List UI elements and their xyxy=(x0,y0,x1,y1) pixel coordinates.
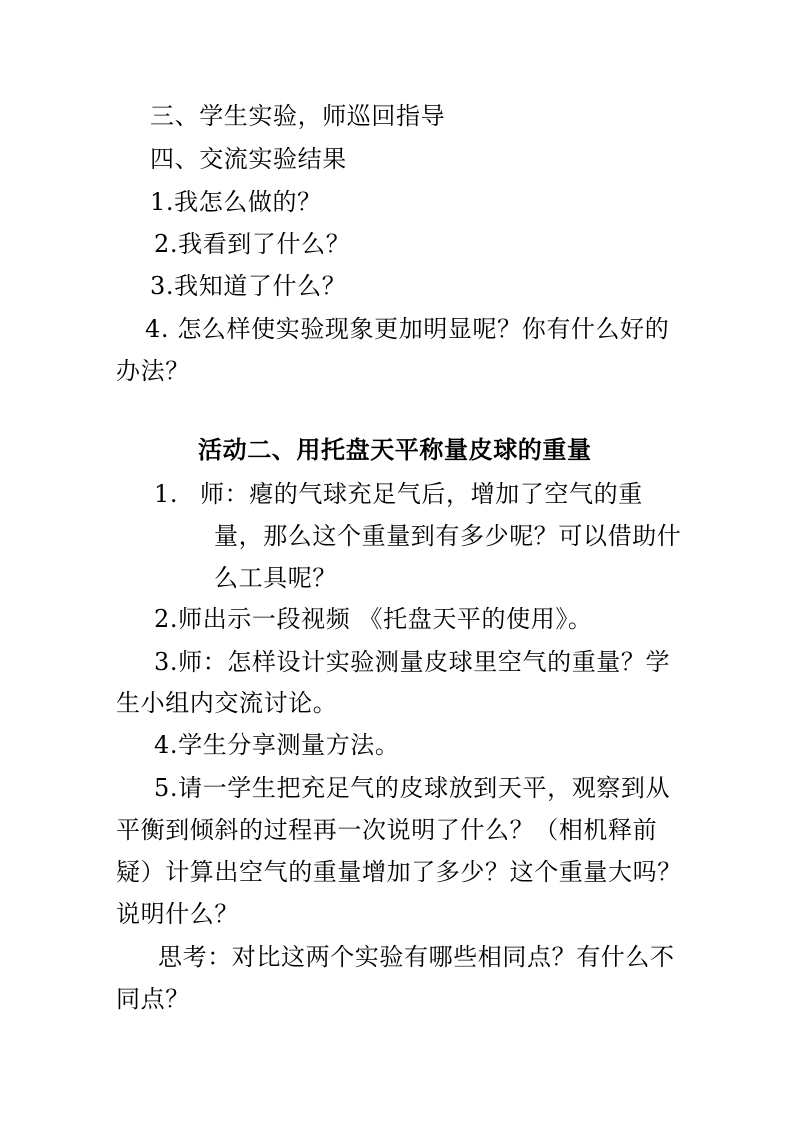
item-1-number: 1. xyxy=(154,480,179,508)
section-four-heading: 四、交流实验结果 xyxy=(150,145,347,173)
item-5-line-2: 平衡到倾斜的过程再一次说明了什么？（相机释前 xyxy=(116,816,658,844)
item-4: 4.学生分享测量方法。 xyxy=(154,731,400,759)
item-5-line-4: 说明什么？ xyxy=(116,900,239,928)
section-three-heading: 三、学生实验，师巡回指导 xyxy=(150,102,446,130)
question-4-line-1: 4. 怎么样使实验现象更加明显呢？你有什么好的 xyxy=(145,315,670,343)
reflection-line-2: 同点？ xyxy=(116,985,190,1013)
item-1-line-1: 师：瘪的气球充足气后，增加了空气的重 xyxy=(200,480,643,508)
item-2: 2.师出示一段视频 《托盘天平的使用》。 xyxy=(154,605,593,633)
item-5-line-1: 5.请一学生把充足气的皮球放到天平，观察到从 xyxy=(154,774,671,802)
item-1-line-2: 量，那么这个重量到有多少呢？可以借助什 xyxy=(214,522,682,550)
item-3-line-1: 3.师：怎样设计实验测量皮球里空气的重量？学 xyxy=(154,648,671,676)
item-1-line-3: 么工具呢？ xyxy=(214,564,337,592)
question-1: 1.我怎么做的？ xyxy=(150,188,322,216)
activity-two-title: 活动二、用托盘天平称量皮球的重量 xyxy=(198,435,592,464)
item-3-line-2: 生小组内交流讨论。 xyxy=(116,689,338,717)
question-3: 3.我知道了什么？ xyxy=(150,272,347,300)
question-4-line-2: 办法？ xyxy=(116,357,190,385)
reflection-line-1: 思考：对比这两个实验有哪些相同点？有什么不 xyxy=(158,943,675,971)
question-2: 2.我看到了什么？ xyxy=(154,230,351,258)
item-5-line-3: 疑）计算出空气的重量增加了多少？这个重量大吗？ xyxy=(116,858,682,886)
